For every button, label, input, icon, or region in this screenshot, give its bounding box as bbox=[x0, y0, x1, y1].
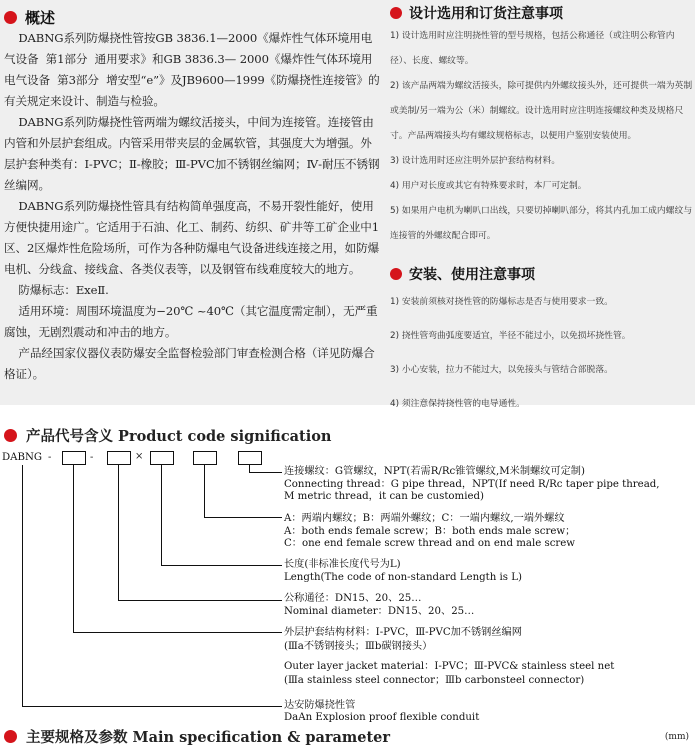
thread-label-en-cont: M metric thread，it can be customied) bbox=[284, 491, 484, 502]
product-code-heading bbox=[4, 425, 331, 446]
connector-line bbox=[249, 465, 250, 472]
length-label-cn: 长度(非标准长度代号为L) bbox=[284, 559, 401, 570]
design-item: 5) 如果用户电机为喇叭口出线，只要切掉喇叭部分，将其内孔加工成内螺纹与连接管的外螺纹配合即可。 bbox=[390, 206, 693, 241]
overview-paragraph: 适用环境：周围环境温度为−20℃ ~40℃（其它温度需定制），无严重腐蚀，无剧烈震动和冲击的地方。 bbox=[4, 304, 378, 339]
connector-line bbox=[204, 465, 205, 517]
bullet-dot-icon bbox=[4, 429, 17, 442]
unit-label: (mm) bbox=[664, 732, 689, 742]
connector-line bbox=[249, 472, 282, 473]
install-item: 1) 安装前须核对挠性管的防爆标志是否与使用要求一致。 bbox=[390, 297, 613, 307]
thread-label-cn: 连接螺纹：G管螺纹，NPT(若需R/Rc锥管螺纹,M米制螺纹可定制) bbox=[284, 466, 585, 477]
connector-line bbox=[161, 465, 162, 565]
design-item: 2) 该产品两端为螺纹活接头，除可提供内外螺纹接头外，还可提供一端为英制或美制/另一端为公（米）制螺纹。设计选用时应注明连接螺纹种类及规格尺寸。产品两端接头均有螺纹规格标志，以便用户鉴别安装使用。 bbox=[390, 81, 693, 141]
connector-line bbox=[22, 706, 282, 707]
design-item: 3) 设计选用时还应注明外层护套结构材料。 bbox=[390, 156, 561, 166]
overview-paragraph: 产品经国家仪器仪表防爆安全监督检验部门审查检测合格（详见防爆合格证）。 bbox=[4, 346, 375, 381]
overview-heading bbox=[4, 6, 382, 28]
overview-title: 概述 bbox=[25, 8, 56, 27]
install-item: 2) 挠性管弯曲弧度要适宜，半径不能过小，以免损坏挠性管。 bbox=[390, 331, 631, 341]
overview-paragraph: DABNG系列防爆挠性管按GB 3836.1—2000《爆炸性气体环境用电气设备 第1部分 通用要求》和GB 3836.3— 2000《爆炸性气体环境用电气设备 第3部分 增安型“e”》及JB9600—1999《防爆挠性连接管》的有关规定来设计、制造与检验。 bbox=[4, 31, 380, 108]
design-item: 1) 设计选用时应注明挠性管的型号规格，包括公称通径（或注明公称管内径）、长度、螺纹等。 bbox=[390, 31, 675, 66]
connector-line bbox=[118, 465, 119, 600]
thread-label-en: Connecting thread：G pipe thread，NPT(If need R/Rc taper pipe thread, bbox=[284, 479, 660, 490]
main-spec-heading bbox=[4, 726, 390, 747]
main-spec-title: 主要规格及参数 Main specification & parameter bbox=[26, 729, 391, 746]
code-prefix: DABNG bbox=[2, 452, 43, 463]
notes-section bbox=[390, 0, 695, 421]
company-label-cn: 达安防爆挠性管 bbox=[284, 700, 356, 711]
install-heading bbox=[390, 263, 695, 285]
diameter-label-en: Nominal diameter：DN15、20、25… bbox=[284, 606, 475, 617]
jacket-label-cn: 外层护套结构材料：Ⅰ-PVC，Ⅲ-PVC加不锈钢丝编网 bbox=[284, 627, 522, 638]
jacket-label-en-cont: (Ⅲa stainless steel connector；Ⅲb carbonsteel connector) bbox=[284, 675, 585, 686]
install-title: 安装、使用注意事项 bbox=[409, 267, 535, 283]
diameter-label-cn: 公称通径：DN15、20、25… bbox=[284, 593, 422, 604]
install-item: 4) 须注意保持挠性管的电导通性。 bbox=[390, 399, 525, 409]
product-code-title: 产品代号含义 Product code signification bbox=[26, 428, 332, 445]
overview-paragraph: 防爆标志：ExeⅡ. bbox=[4, 283, 109, 297]
design-item: 4) 用户对长度或其它有特殊要求时，本厂可定制。 bbox=[390, 181, 587, 191]
design-heading bbox=[390, 2, 695, 24]
company-label-en: DaAn Explosion proof flexible conduit bbox=[284, 712, 480, 723]
ends-label-en: A：both ends female screw；B：both ends male screw； bbox=[284, 526, 576, 537]
code-box-diameter bbox=[107, 451, 131, 465]
connector-line bbox=[161, 565, 282, 566]
jacket-label-en: Outer layer jacket material：Ⅰ-PVC；Ⅲ-PVC& stainless steel net bbox=[284, 661, 615, 672]
connector-line bbox=[204, 517, 282, 518]
code-dash: - bbox=[90, 452, 94, 463]
connector-line bbox=[73, 465, 74, 632]
code-box-length bbox=[150, 451, 174, 465]
jacket-label-cn-cont: (Ⅲa不锈钢接头；Ⅲb碳钢接头） bbox=[284, 641, 433, 652]
bullet-dot-icon bbox=[390, 7, 402, 19]
bullet-dot-icon bbox=[4, 11, 17, 24]
code-box-thread bbox=[238, 451, 262, 465]
code-box-jacket bbox=[62, 451, 86, 465]
code-dash: - bbox=[48, 452, 52, 463]
design-title: 设计选用和订货注意事项 bbox=[409, 6, 563, 22]
code-times: × bbox=[135, 451, 144, 462]
connector-line bbox=[118, 600, 282, 601]
ends-label-cn: A：两端内螺纹；B：两端外螺纹；C：一端内螺纹,一端外螺纹 bbox=[284, 513, 565, 524]
length-label-en: Length(The code of non-standard Length is L) bbox=[284, 572, 523, 583]
overview-section bbox=[4, 0, 382, 385]
bullet-dot-icon bbox=[4, 730, 17, 743]
bullet-dot-icon bbox=[390, 268, 402, 280]
connector-line bbox=[22, 465, 23, 706]
connector-line bbox=[73, 632, 282, 633]
overview-paragraph: DABNG系列防爆挠性管具有结构简单强度高，不易开裂性能好，使用方便快捷用途广。它适用于石油、化工、制药、纺织、矿井等工矿企业中1区、2区爆炸性危险场所，可作为各种防爆电气设备进线连接之用，如防爆电机、分线盒、接线盒、各类仪表等，以及钢管布线难度较大的地方。 bbox=[4, 199, 380, 276]
code-box-ends bbox=[193, 451, 217, 465]
overview-paragraph: DABNG系列防爆挠性管两端为螺纹活接头，中间为连接管。连接管由内管和外层护套组成。内管采用带夹层的金属软管，其强度大为增强。外层护套种类有：Ⅰ-PVC；Ⅱ-橡胶；Ⅲ-PVC加不锈钢丝编网；Ⅳ-耐压不锈钢丝编网。 bbox=[4, 115, 380, 192]
ends-label-en-cont: C：one end female screw thread and on end male screw bbox=[284, 538, 576, 549]
install-item: 3) 小心安装，拉力不能过大，以免接头与管结合部脱落。 bbox=[390, 365, 613, 375]
